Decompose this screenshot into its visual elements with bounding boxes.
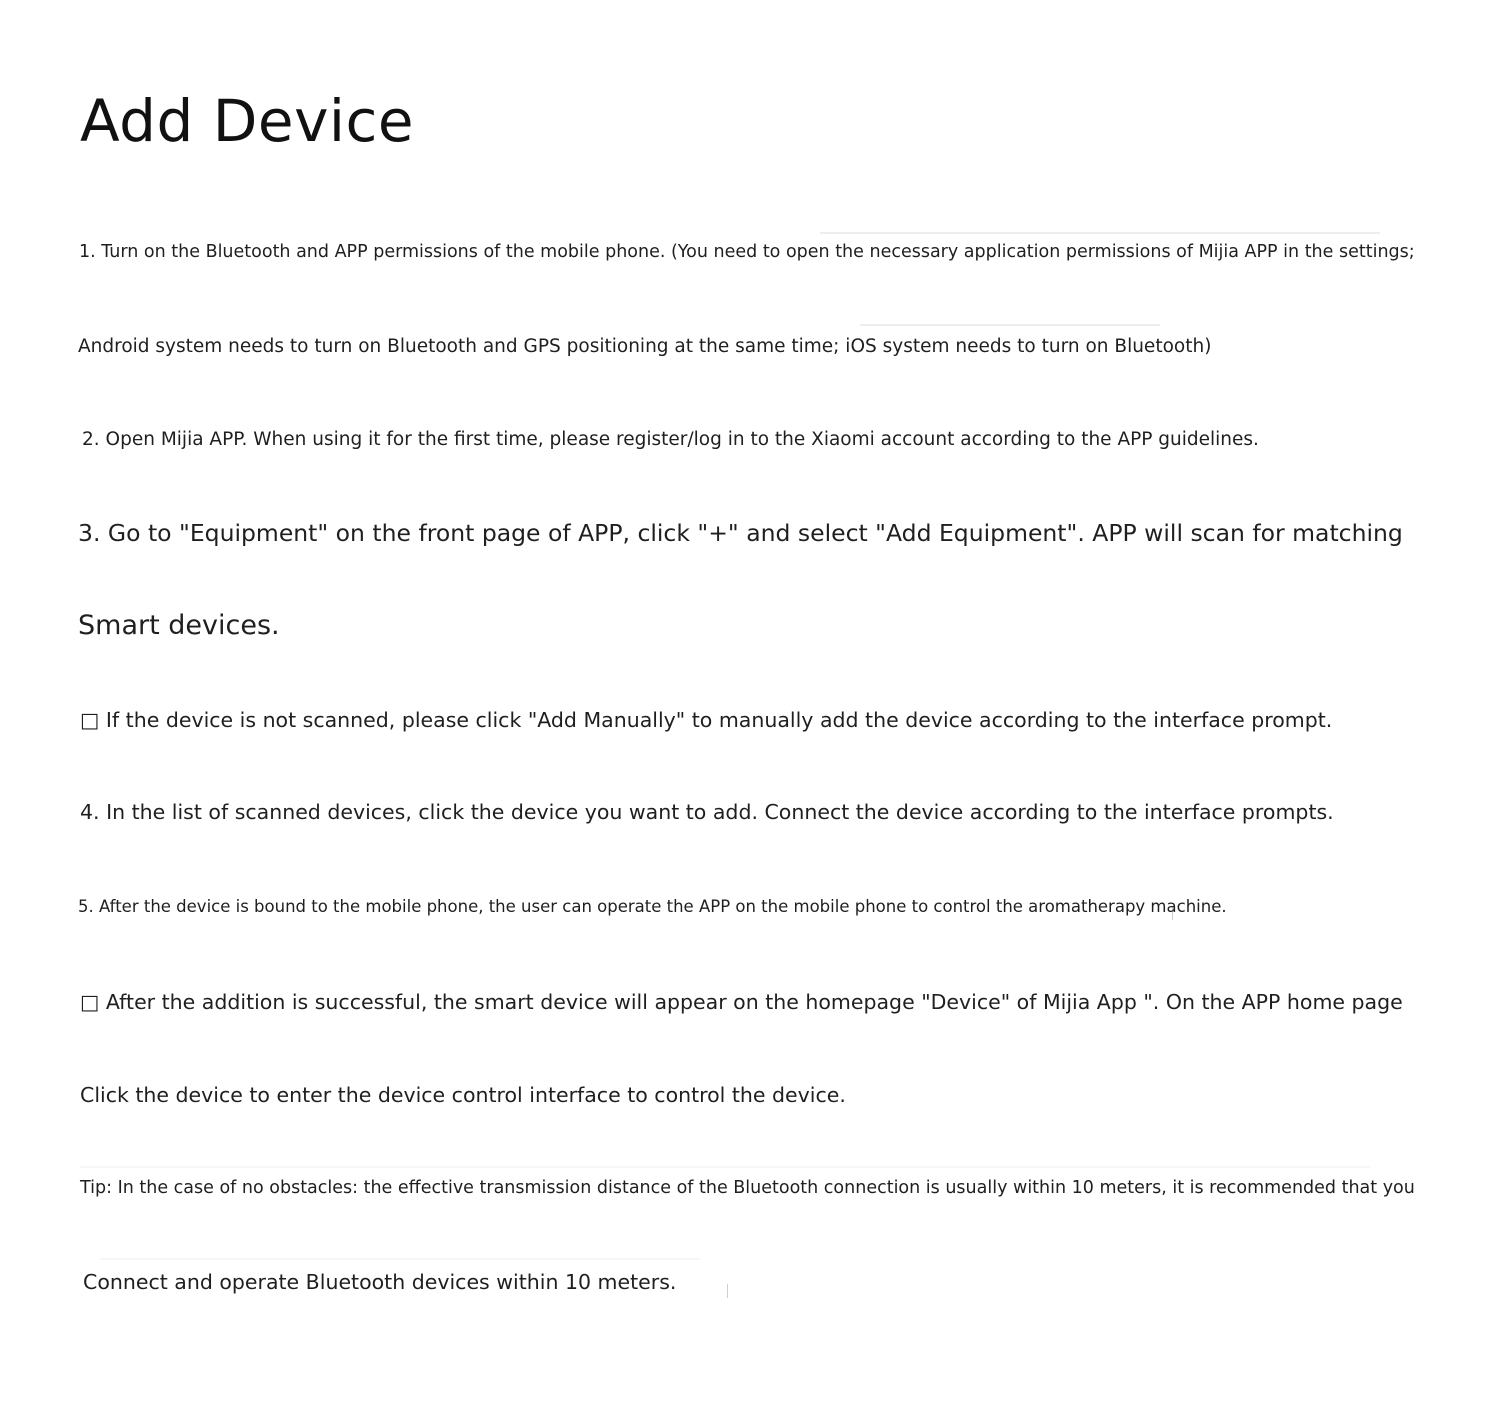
step-1-line-2: Android system needs to turn on Bluetooth and GPS positioning at the same time; iOS system needs to turn on Bluetooth) bbox=[78, 336, 1212, 357]
tip-line-2: Connect and operate Bluetooth devices within 10 meters. bbox=[83, 1270, 677, 1294]
tip-line-1: Tip: In the case of no obstacles: the effective transmission distance of the Bluetooth connection is usually within 10 meters, it is recommended that you bbox=[80, 1178, 1415, 1198]
step-3-line-1: 3. Go to "Equipment" on the front page of APP, click "+" and select "Add Equipment". APP will scan for matching bbox=[78, 519, 1403, 547]
scan-artifact-line bbox=[860, 324, 1160, 326]
step-5: 5. After the device is bound to the mobile phone, the user can operate the APP on the mobile phone to control the aromatherapy machine. bbox=[78, 897, 1227, 916]
step-3-line-2: Smart devices. bbox=[78, 610, 280, 641]
note-not-scanned: □ If the device is not scanned, please click "Add Manually" to manually add the device according to the interface prompt. bbox=[80, 708, 1333, 732]
scan-artifact-line bbox=[80, 1166, 1370, 1168]
step-4: 4. In the list of scanned devices, click the device you want to add. Connect the device according to the interface prompts. bbox=[80, 800, 1334, 824]
note-success-line-1: □ After the addition is successful, the smart device will appear on the homepage "Device" of Mijia App ". On the APP home page bbox=[80, 990, 1403, 1014]
scan-artifact-line bbox=[820, 232, 1380, 234]
page-title: Add Device bbox=[80, 87, 415, 155]
scan-artifact-mark bbox=[727, 1284, 728, 1298]
note-success-line-2: Click the device to enter the device control interface to control the device. bbox=[80, 1083, 846, 1107]
scan-artifact-line bbox=[100, 1258, 700, 1260]
step-2: 2. Open Mijia APP. When using it for the first time, please register/log in to the Xiaomi account according to the APP guidelines. bbox=[82, 429, 1259, 450]
step-1-line-1: 1. Turn on the Bluetooth and APP permissions of the mobile phone. (You need to open the necessary application permissions of Mijia APP in the settings; bbox=[79, 242, 1415, 262]
